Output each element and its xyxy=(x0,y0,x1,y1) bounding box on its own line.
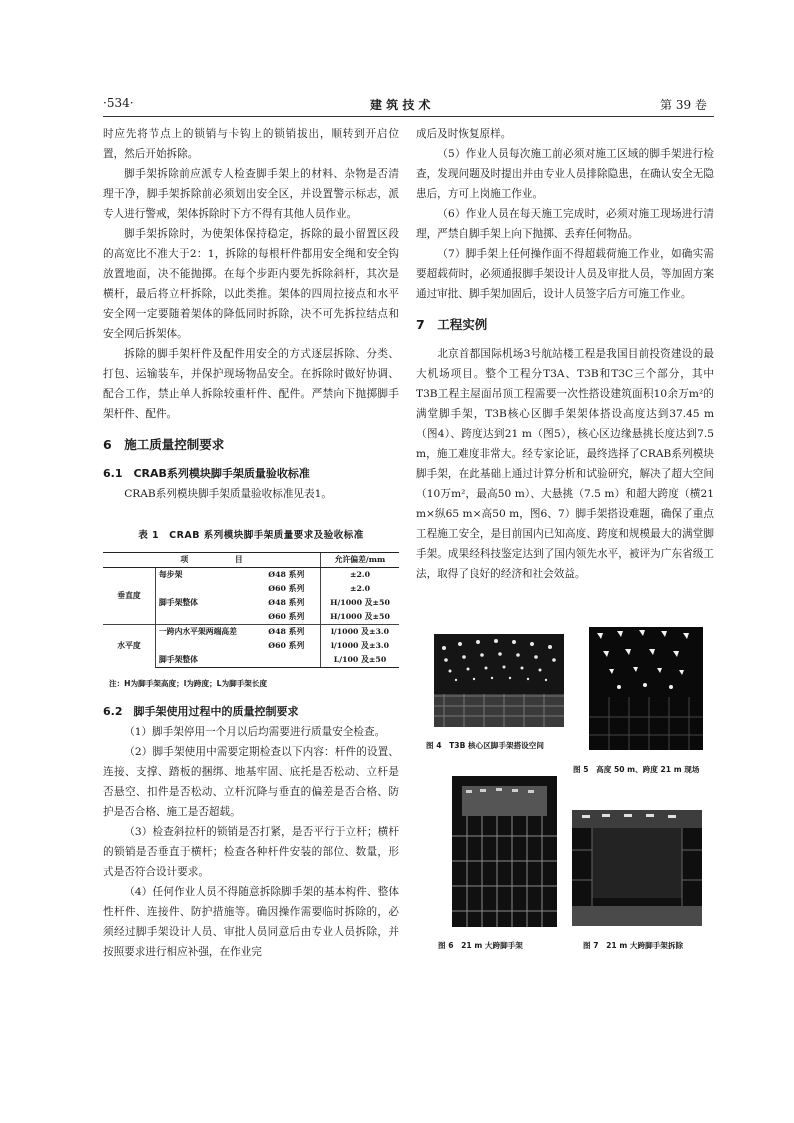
paragraph: （6）作业人员在每天施工完成时，必须对施工现场进行清理，严禁自脚手架上向下抛掷、丢弃任何物品。 xyxy=(416,208,714,240)
paragraph: （5）作业人员每次施工前必须对施工区域的脚手架进行检查，发现问题及时提出并由专业人员排除隐患，在确认安全无隐患后，方可上岗施工作业。 xyxy=(416,148,714,200)
table-cell: 脚手架整体 xyxy=(156,653,321,668)
scaffold-height-photo xyxy=(589,627,703,750)
table-cell: 每步架 xyxy=(159,570,183,579)
table-cell: l/1000 及±3.0 xyxy=(321,639,400,653)
journal-title: 建 筑 技 术 xyxy=(370,98,431,112)
figure-5-photo xyxy=(589,627,703,750)
paragraph: CRAB系列模块脚手架质量验收标准见表1。 xyxy=(124,488,332,500)
quality-table xyxy=(103,552,399,668)
figure-4-photo xyxy=(434,634,564,727)
paragraph: 脚手架拆除时，为使架体保持稳定，拆除的最小留置区段的高宽比不准大于2：1，拆除的每根杆件都用安全绳和安全钩放置地面，决不能抛掷。在每个步距内要先拆除斜杆，其次是横杆，最后将立杆拆除，以此类推。架体的四周拉接点和水平安全网一定要随着架体的降低同时拆除，决不可先拆拉结点和安全网后拆架体。 xyxy=(103,228,399,340)
left-column xyxy=(103,124,399,962)
paragraph: （7）脚手架上任何操作面不得超载荷施工作业，如确实需要超载荷时，必须通报脚手架设计人员及审批人员，等加固方案通过审批、脚手架加固后，设计人员签字后方可施工作业。 xyxy=(416,248,714,300)
table-cell: ±2.0 xyxy=(321,568,400,583)
table-cell: Ø60 系列 xyxy=(268,641,305,650)
table-cell xyxy=(156,610,266,625)
table-cell: ±2.0 xyxy=(321,582,400,596)
subsection-heading-6-2: 6.2 脚手架使用过程中的质量控制要求 xyxy=(103,705,299,718)
scaffold-ceiling-photo xyxy=(434,634,564,727)
paragraph: （2）脚手架使用中需要定期检查以下内容：杆件的设置、连接、支撑、踏板的捆绑、地基牢固、底托是否松动、立杆是否悬空、扣件是否松动、立杆沉降与垂直的偏差是否合格、防护是否合格、施工是否超载。 xyxy=(103,746,399,818)
figure-7-photo xyxy=(572,810,702,926)
table-cell: 脚手架整体 xyxy=(159,598,198,607)
table-cell: H/1000 及±50 xyxy=(321,596,400,610)
long-span-scaffold-photo xyxy=(452,776,557,927)
table-cell: Ø60 系列 xyxy=(268,612,305,621)
table-cell: 一跨内水平架两端高差 xyxy=(156,625,266,640)
table-cell: H/1000 及±50 xyxy=(321,610,400,625)
table-header-item: 项 目 xyxy=(103,553,321,568)
table-cell: Ø60 系列 xyxy=(268,584,305,593)
table-caption: 表 1 CRAB 系列模块脚手架质量要求及验收标准 xyxy=(138,530,364,541)
table-cell: Ø48 系列 xyxy=(268,570,305,579)
section-heading-7: 7 工程实例 xyxy=(416,317,488,332)
paragraph: 时应先将节点上的锁销与卡钩上的锁销拔出，顺转到开启位置，然后开始拆除。 xyxy=(103,128,399,160)
table-row xyxy=(103,625,399,640)
subsection-heading-6-1: 6.1 CRAB系列模块脚手架质量验收标准 xyxy=(103,467,310,480)
table-category: 垂直度 xyxy=(103,568,156,625)
table-cell: Ø48 系列 xyxy=(265,625,320,640)
figure-4-caption: 图 4 T3B 核心区脚手架搭设空间 xyxy=(426,741,544,750)
paragraph: （3）检查斜拉杆的锁销是否打紧，是否平行于立杆；横杆的锁销是否垂直于横杆；检查各种杆件安装的部位、数量，形式是否符合设计要求。 xyxy=(103,826,399,878)
figure-6-caption: 图 6 21 m 大跨脚手架 xyxy=(438,941,523,950)
figure-7-caption: 图 7 21 m 大跨脚手架拆除 xyxy=(583,941,684,950)
table-cell xyxy=(156,639,266,653)
table-cell: L/100 及±50 xyxy=(321,653,400,668)
paragraph: 拆除的脚手架杆件及配件用安全的方式逐层拆除、分类、打包、运输装车，并保护现场物品安全。在拆除时做好协调、配合工作，禁止单人拆除较重杆件、配件。严禁向下抛掷脚手架杆件、配件。 xyxy=(103,348,399,420)
paragraph: （1）脚手架停用一个月以后均需要进行质量安全检查。 xyxy=(124,726,386,738)
section-heading-6: 6 施工质量控制要求 xyxy=(103,437,225,452)
right-column xyxy=(416,124,714,584)
table-category: 水平度 xyxy=(103,625,156,668)
paragraph: 成后及时恢复原样。 xyxy=(416,128,512,140)
paragraph: 北京首都国际机场3号航站楼工程是我国目前投资建设的最大机场项目。整个工程分T3A、T3B和T3C三个部分，其中T3B工程主屋面吊顶工程需要一次性搭设建筑面积10余万m²的满堂脚手架，T3B核心区脚手架架体搭设高度达到37.45 m（图4）、跨度达到21 m（图5），核心区边缘悬挑长度达到7.5 m，施工难度非常大。经专家论证，最终选择了CRAB系列模块脚手架，在此基础上通过计算分析和试验研究，解决了超大空间（10万m²，最高50 m）、大悬挑（7.5 m）和超大跨度（横21 m×纵65 m×高50 m，图6、7）脚手架搭设难题，确保了重点工程施工安全，是目前国内已知高度、跨度和规模最大的满堂脚手架。成果经科技鉴定达到了国内领先水平，被评为广东省级工法，取得了良好的经济和社会效益。 xyxy=(416,348,714,580)
figure-6-photo xyxy=(452,776,557,927)
header-rule xyxy=(103,116,714,117)
table-cell: Ø48 系列 xyxy=(268,598,305,607)
paragraph: （4）任何作业人员不得随意拆除脚手架的基本构件、整体性杆件、连接件、防护措施等。确因操作需要临时拆除的，必须经过脚手架设计人员、审批人员同意后由专业人员拆除，并按照要求进行相应补强，在作业完 xyxy=(103,886,399,958)
figure-5-caption: 图 5 高度 50 m、跨度 21 m 现场 xyxy=(573,765,700,774)
table-cell: l/1000 及±3.0 xyxy=(321,625,400,640)
table-header-tolerance: 允许偏差/mm xyxy=(321,553,400,568)
table-cell xyxy=(156,582,266,596)
page-number: ·534· xyxy=(103,96,134,110)
scaffold-dismantling-photo xyxy=(572,810,702,926)
volume-label: 第 39 卷 xyxy=(660,98,707,112)
table-row xyxy=(103,568,399,583)
paragraph: 脚手架拆除前应派专人检查脚手架上的材料、杂物是否清理干净，脚手架拆除前必须划出安全区，并设置警示标志，派专人进行警戒，架体拆除时下方不得有其他人员作业。 xyxy=(103,168,399,220)
table-note: 注：H为脚手架高度；l为跨度；L为脚手架长度 xyxy=(109,679,268,688)
